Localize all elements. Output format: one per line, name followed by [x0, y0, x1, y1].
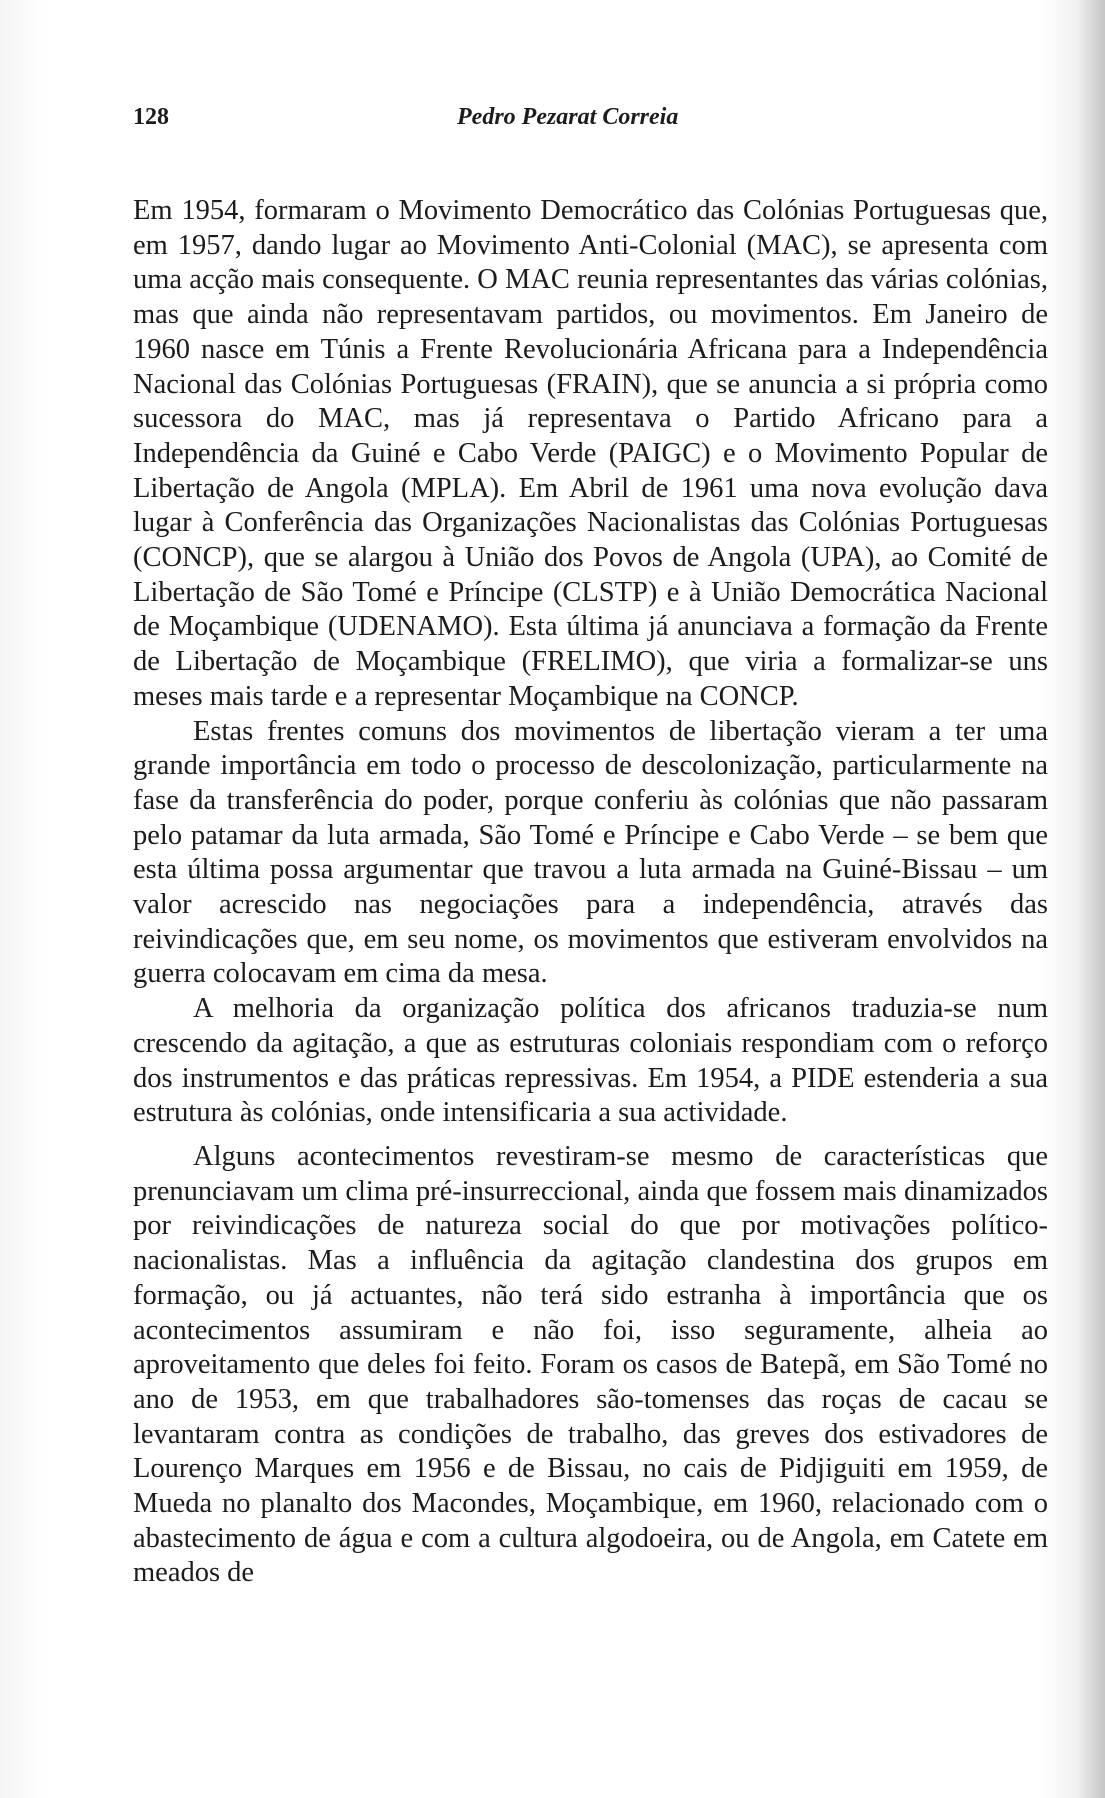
body-text	[133, 194, 1048, 1591]
page-edge-shadow	[1077, 0, 1105, 1798]
paragraph-1: Em 1954, formaram o Movimento Democrático das Colónias Portuguesas que, em 1957, dando lugar ao Movimento Anti-Colonial (MAC), se apresenta com uma acção mais consequente. O MAC reunia representantes das várias colónias, mas que ainda não representavam partidos, ou movimentos. Em Janeiro de 1960 nasce em Túnis a Frente Revolucionária Africana para a Independência Nacional das Colónias Portuguesas (FRAIN), que se anuncia a si própria como sucessora do MAC, mas já representava o Partido Africano para a Independência da Guiné e Cabo Verde (PAIGC) e o Movimento Popular de Libertação de Angola (MPLA). Em Abril de 1961 uma nova evolução dava lugar à Conferência das Organizações Nacionalistas das Colónias Portuguesas (CONCP), que se alargou à União dos Povos de Angola (UPA), ao Comité de Libertação de São Tomé e Príncipe (CLSTP) e à União Democrática Nacional de Moçambique (UDENAMO). Esta última já anunciava a formação da Frente de Libertação de Moçambique (FRELIMO), que viria a formalizar-se uns meses mais tarde e a representar Moçambique na CONCP.	[133, 195, 1048, 712]
running-head-author: Pedro Pezarat Correia	[457, 104, 679, 130]
paragraph-2: Estas frentes comuns dos movimentos de libertação vieram a ter uma grande importância em todo o processo de descolonização, particularmente na fase da transferência do poder, porque conferiu às colónias que não passaram pelo patamar da luta armada, São Tomé e Príncipe e Cabo Verde – se bem que esta última possa argumentar que travou a luta armada na Guiné-Bissau – um valor acrescido nas negociações para a independência, através das reivindicações que, em seu nome, os movimentos que estiveram envolvidos na guerra colocavam em cima da mesa.	[133, 715, 1048, 990]
paragraph-4: Alguns acontecimentos revestiram-se mesmo de características que prenunciavam um clima pré-insurreccional, ainda que fossem mais dinamizados por reivindicações de natureza social do que por motivações político-nacionalistas. Mas a influência da agitação clandestina dos grupos em formação, ou já actuantes, não terá sido estranha à importância que os acontecimentos assumiram e não foi, isso seguramente, alheia ao aproveitamento que deles foi feito. Foram os casos de Batepã, em São Tomé no ano de 1953, em que trabalhadores são-tomenses das roças de cacau se levantaram contra as condições de trabalho, das greves dos estivadores de Lourenço Marques em 1956 e de Bissau, no cais de Pidjiguiti em 1959, de Mueda no planalto dos Macondes, Moçambique, em 1960, relacionado com o abastecimento de água e com a cultura algodoeira, ou de Angola, em Catete em meados de	[133, 1140, 1048, 1589]
page-header	[133, 97, 1053, 137]
page-number: 128	[133, 104, 169, 130]
paragraph-3: A melhoria da organização política dos africanos traduzia-se num crescendo da agitação, a que as estruturas coloniais respondiam com o reforço dos instrumentos e das práticas repressivas. Em 1954, a PIDE estenderia a sua estrutura às colónias, onde intensificaria a sua actividade.	[133, 993, 1048, 1129]
